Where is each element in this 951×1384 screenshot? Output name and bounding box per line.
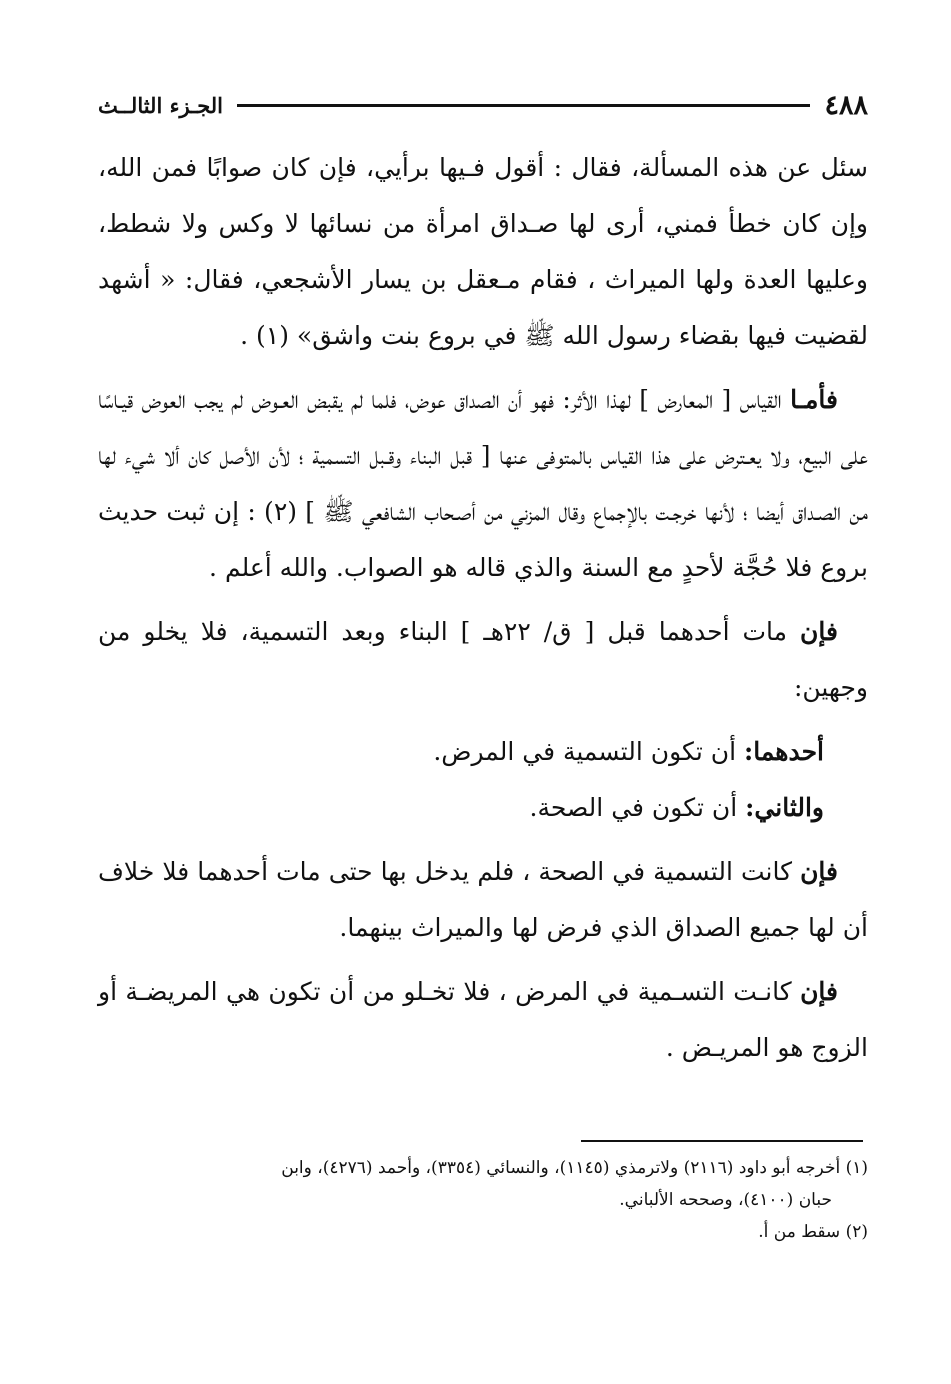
paragraph-text: مات أحدهما قبل [ ق/ ٢٢هـ ] البناء وبعد التسمية، فلا يخلو من وجهين: (98, 617, 868, 702)
paragraph-6 (98, 844, 868, 956)
paragraph-7 (98, 964, 868, 1076)
main-text (98, 140, 868, 1084)
footnote-2: (٢) سقط من أ. (758, 1222, 868, 1242)
paragraph-lead: فإن (800, 617, 838, 646)
page-number: ٤٨٨ (824, 89, 868, 121)
paragraph-text: القياس [ المعارض ] لهذا الأثر: فهو أن الصداق عوض، فلما لم يقبض العـوض لم يجب العوض قيـاسًا على البيع، ولا يعـترض على هذا القياس بالمتوفى عنها [ قبل البناء وقـبل التسمية ؛ لأن الأصل كان ألا شيء لها من الصـداق أيضا ؛ لأنها خرجـت بالإجماع وقال المزني من أصـحاب الشافعي ﷺ ] (٢) : إن ثبت حديث بروع فلا حُجَّة لأحدٍ مع السنة والذي قاله هو الصواب. والله أعلم . (98, 385, 868, 582)
page-header (98, 88, 868, 122)
footnote-1-line-2: حبان (٤١٠٠)، وصححه الألباني. (619, 1190, 832, 1210)
running-head: الجـزء الثالــث (98, 92, 224, 118)
paragraph-lead: والثاني: (745, 793, 824, 822)
paragraph-text: أن تكون التسمية في المرض. (433, 737, 744, 766)
paragraph-3 (98, 604, 868, 716)
paragraph-lead: أحدهما: (743, 737, 824, 766)
paragraph-lead: فإن (800, 977, 838, 1006)
footnote-1-line-1: (١) أخرجه أبو داود (٢١١٦) ولاترمذي (١١٤٥)، والنسائي (٣٣٥٤)، وأحمد (٤٢٧٦)، وابن (281, 1158, 868, 1178)
footnotes (98, 1152, 868, 1248)
paragraph-text: كانـت التسـمية في المرض ، فلا تخـلو من أن تكون هي المريضـة أو الزوج هو المريـض . (98, 977, 868, 1062)
paragraph-text: سئل عن هذه المسألة، فقال : أقول فـيها برأيي، فإن كان صوابًا فمن الله، وإن كان خطأ فمني، أرى لها صـداق امرأة من نسائها لا وكس ولا شطط، وعليها العدة ولها الميراث ، فقام مـعقل بن يسار الأشجعي، فقال: « أشهد لقضيت فيها بقضاء رسول الله ﷺ في بروع بنت واشق» (١) . (98, 153, 868, 350)
paragraph-lead: فأمـا (790, 385, 838, 414)
footnote-divider (581, 1140, 863, 1142)
paragraph-1 (98, 140, 868, 364)
paragraph-text: أن تكون في الصحة. (529, 793, 746, 822)
paragraph-4 (98, 724, 824, 780)
paragraph-text: كانت التسمية في الصحة ، فلم يدخل بها حتى مات أحدهما فلا خلاف أن لها جميع الصداق الذي فرض لها والميراث بينهما. (98, 857, 868, 942)
header-rule (237, 104, 810, 107)
paragraph-2 (98, 372, 868, 596)
paragraph-5 (98, 780, 824, 836)
paragraph-lead: فإن (800, 857, 838, 886)
